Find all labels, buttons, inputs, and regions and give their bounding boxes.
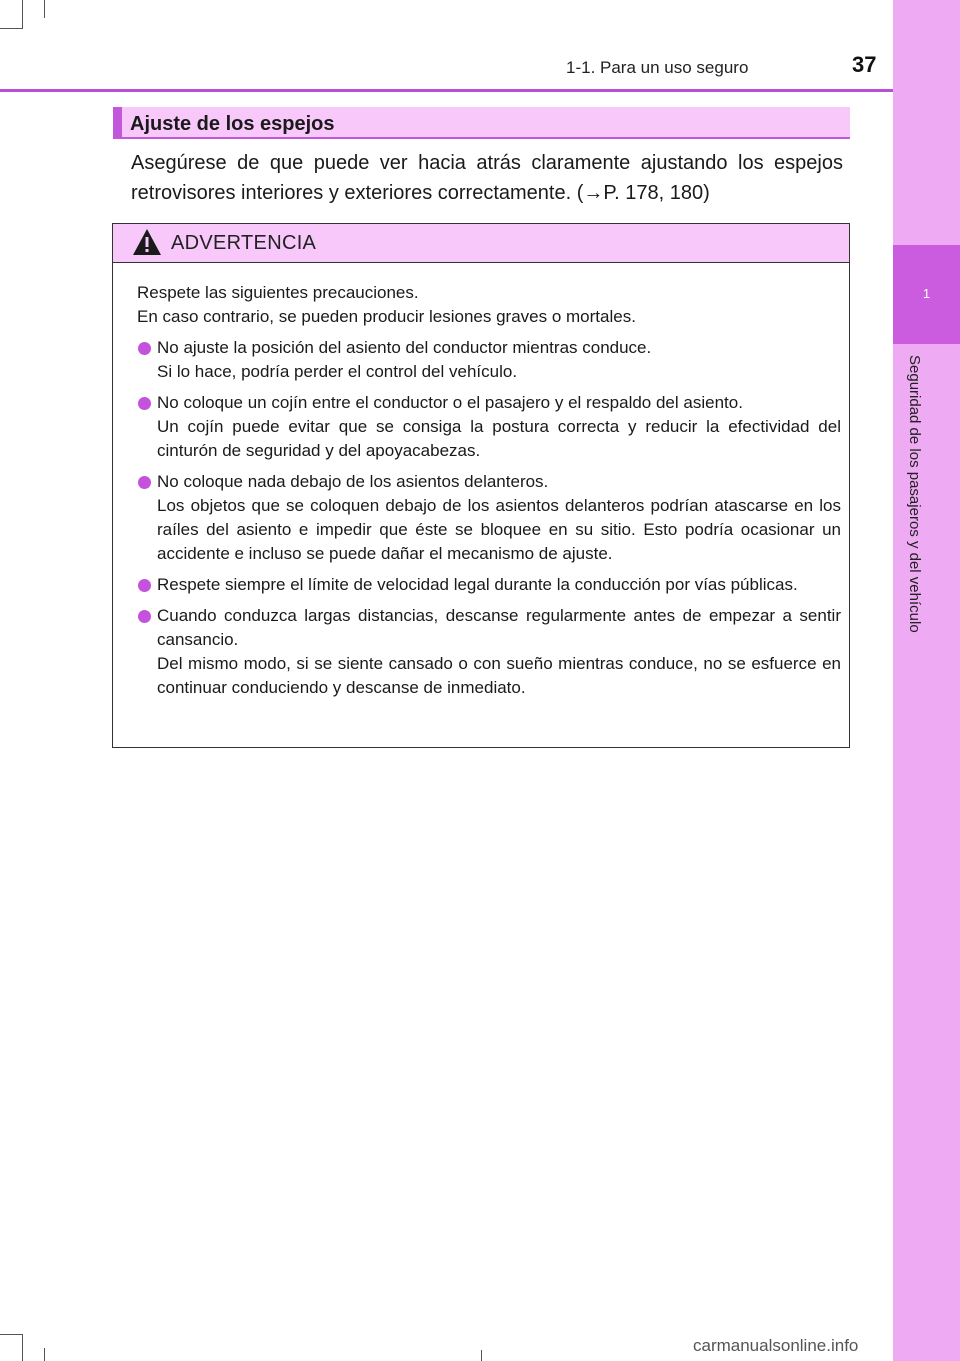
crop-mark — [44, 0, 45, 18]
crop-mark — [22, 0, 23, 29]
warning-item-detail: Un cojín puede evitar que se consiga la postura correcta y reducir la efectividad del cinturón de seguridad y del apoyacabezas. — [157, 417, 841, 460]
warning-item-text: Cuando conduzca largas distancias, descanse regularmente antes de empezar a sentir cansancio. — [157, 606, 841, 649]
warning-item-text: Respete siempre el límite de velocidad legal durante la conducción por vías públicas. — [157, 575, 798, 594]
crop-mark — [481, 1350, 482, 1361]
bullet-icon — [138, 397, 151, 410]
warning-item-detail: Si lo hace, podría perder el control del vehículo. — [157, 362, 518, 381]
warning-item-text: No ajuste la posición del asiento del conductor mientras conduce. — [157, 338, 652, 357]
header-rule — [0, 89, 893, 92]
running-header: 1-1. Para un uso seguro — [566, 58, 749, 77]
warning-item-text: No coloque un cojín entre el conductor o el pasajero y el respaldo del asiento. — [157, 393, 743, 412]
warning-intro-line: Respete las siguientes precauciones. — [137, 283, 419, 302]
warning-item — [137, 336, 841, 384]
warning-item — [137, 391, 841, 463]
crop-mark — [0, 1334, 22, 1335]
warning-title: ADVERTENCIA — [171, 232, 317, 254]
warning-item-text: No coloque nada debajo de los asientos delanteros. — [157, 472, 549, 491]
warning-intro-line: En caso contrario, se pueden producir lesiones graves o mortales. — [137, 307, 636, 326]
chapter-title: Seguridad de los pasajeros y del vehículo — [906, 355, 923, 633]
chapter-number: 1 — [922, 286, 931, 301]
warning-item — [137, 604, 841, 700]
section-heading: Ajuste de los espejos — [130, 113, 335, 135]
warning-body — [137, 281, 841, 700]
warning-triangle-icon — [132, 228, 162, 256]
crop-mark — [44, 1348, 45, 1361]
page-number: 37 — [852, 52, 877, 77]
bullet-icon — [138, 579, 151, 592]
bullet-icon — [138, 476, 151, 489]
crop-mark — [0, 28, 22, 29]
watermark: carmanualsonline.info — [693, 1336, 859, 1355]
warning-item — [137, 573, 841, 597]
warning-item-detail: Los objetos que se coloquen debajo de los asientos delanteros podrían atascarse en los raíles del asiento e impedir que éste se bloquee en su sitio. Esto podría ocasionar un accidente e incluso se puede dañar el mecanismo de ajuste. — [157, 496, 841, 563]
warning-item — [137, 470, 841, 566]
bullet-icon — [138, 610, 151, 623]
warning-item-detail: Del mismo modo, si se siente cansado o con sueño mientras conduce, no se esfuerce en continuar conduciendo y descanse de inmediato. — [157, 654, 841, 697]
section-intro: Asegúrese de que puede ver hacia atrás claramente ajustando los espejos retrovisores interiores y exteriores correctamente. (→P. 178, 180) — [131, 152, 843, 204]
crop-mark — [22, 1334, 23, 1361]
bullet-icon — [138, 342, 151, 355]
